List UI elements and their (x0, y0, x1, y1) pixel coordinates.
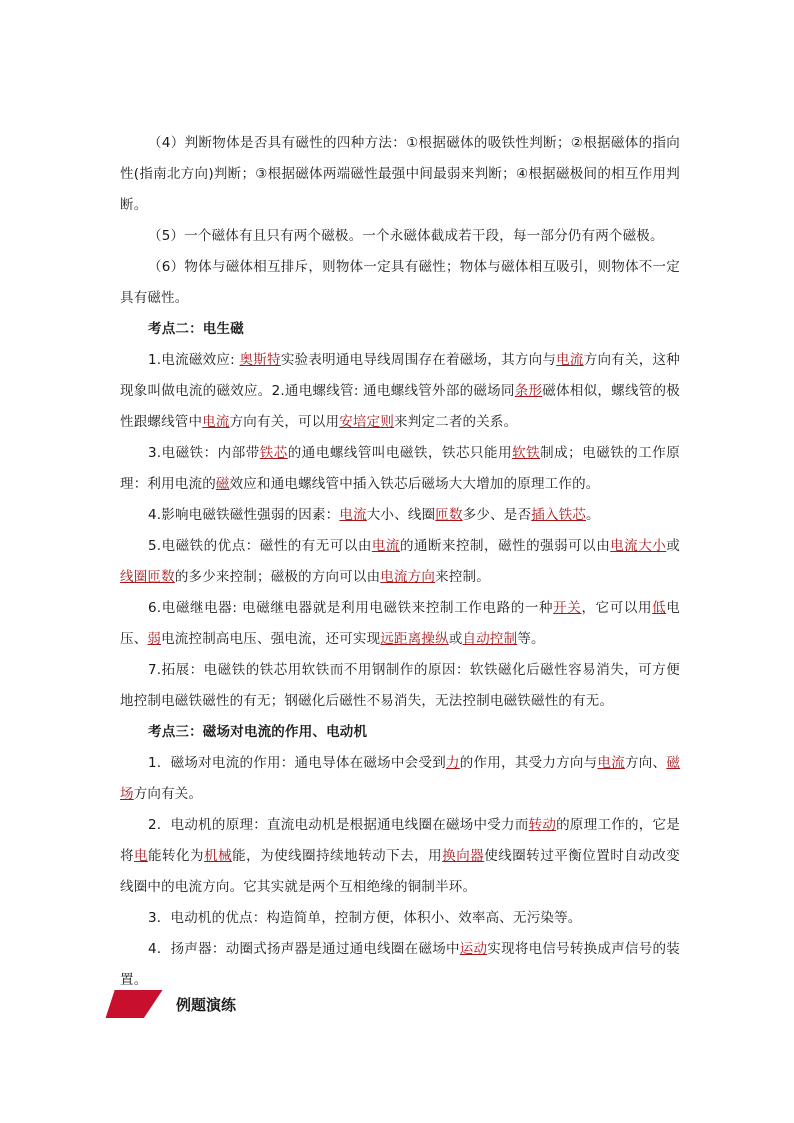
text-run: 方向、 (625, 755, 667, 771)
text-run: 的作用，其受力方向与 (459, 755, 598, 771)
paragraph (120, 810, 680, 903)
text-run: 4.影响电磁铁磁性强弱的因素： (148, 507, 340, 523)
underlined-keyword: 自动控制 (462, 631, 518, 647)
underlined-keyword: 电流 (339, 507, 367, 523)
underlined-keyword: 铁芯 (259, 445, 288, 461)
paragraph (120, 128, 680, 221)
paragraph (120, 531, 680, 593)
section-title: 例题演练 (176, 995, 237, 1014)
underlined-keyword: 磁场 (120, 755, 681, 802)
underlined-keyword: 电流 (371, 538, 400, 554)
underlined-keyword: 转动 (528, 817, 557, 833)
text-run: 电流控制高电压、强电流，还可实现 (161, 631, 381, 647)
underlined-keyword: 电 (134, 848, 149, 864)
underlined-keyword: 奥斯特 (239, 352, 281, 368)
text-run: 3.电磁铁：内部带 (148, 445, 260, 461)
paragraph (120, 500, 680, 531)
text-run: 1．磁场对电流的作用：通电导体在磁场中会受到 (148, 755, 446, 771)
paragraph (120, 934, 680, 996)
paragraph (120, 903, 680, 934)
underlined-keyword: 弱 (147, 631, 162, 647)
paragraph (120, 655, 680, 717)
text-run: 4．扬声器：动圈式扬声器是通过通电线圈在磁场中 (148, 941, 460, 957)
text-run: 电压、 (120, 600, 680, 647)
underlined-keyword: 电流 (202, 414, 230, 430)
text-run: 能，为使线圈持续地转动下去，用 (232, 848, 443, 864)
text-run: 的原理工作的，它是将 (120, 817, 680, 864)
text-run: 等。 (517, 631, 545, 647)
text-run: 来控制。 (435, 569, 490, 585)
text-run: （6）物体与磁体相互排斥，则物体一定具有磁性；物体与磁体相互吸引，则物体不一定具有磁性。 (120, 259, 680, 306)
paragraph (120, 438, 680, 500)
underlined-keyword: 线圈匝数 (120, 569, 175, 585)
paragraph (120, 593, 680, 655)
text-run: 方向有关，这种现象叫做电流的磁效应。2.通电螺线管: 通电螺线管外部的磁场同 (120, 352, 681, 399)
text-run: 2．电动机的原理：直流电动机是根据通电线圈在磁场中受力而 (148, 817, 529, 833)
underlined-keyword: 远距离操纵 (380, 631, 449, 647)
text-run: 方向有关。 (133, 786, 203, 802)
text-run: 7.拓展：电磁铁的铁芯用软铁而不用钢制作的原因：软铁磁化后磁性容易消失，可方便地控制电磁铁磁性的有无；钢磁化后磁性不易消失，无法控制电磁铁磁性的有无。 (120, 662, 680, 709)
section-banner (104, 990, 236, 1018)
text-run: 或 (448, 631, 463, 647)
underlined-keyword: 电流大小 (610, 538, 667, 554)
paragraph (120, 252, 680, 314)
section-heading (120, 717, 680, 748)
text-run: 或 (666, 538, 681, 554)
text-run: 能转化为 (148, 848, 205, 864)
underlined-keyword: 换向器 (442, 848, 485, 864)
paragraph (120, 345, 680, 438)
text-run: 多少、是否 (462, 507, 532, 523)
text-run: 大小、线圈 (366, 507, 436, 523)
text-run: 实验表明通电导线周围存在着磁场，其方向与 (280, 352, 557, 368)
document-body (120, 128, 680, 996)
text-run: 。 (586, 507, 600, 523)
text-run: （4）判断物体是否具有磁性的四种方法：①根据磁体的吸铁性判断；②根据磁体的指向性(指南北方向)判断；③根据磁体两端磁性最强中间最弱来判断；④根据磁极间的相互作用判断。 (120, 135, 680, 213)
text-run: 1.电流磁效应: (148, 352, 240, 368)
text-run: 考点二：电生磁 (148, 321, 244, 337)
underlined-keyword: 软铁 (512, 445, 541, 461)
underlined-keyword: 安培定则 (339, 414, 395, 430)
text-run: ，它可以用 (581, 600, 653, 616)
paragraph (120, 221, 680, 252)
text-run: 5.电磁铁的优点：磁性的有无可以由 (148, 538, 372, 554)
underlined-keyword: 低 (652, 600, 667, 616)
underlined-keyword: 运动 (459, 941, 488, 957)
underlined-keyword: 条形 (514, 383, 543, 399)
text-run: 效应和通电螺线管中插入铁芯后磁场大大增加的原理工作的。 (229, 476, 600, 492)
text-run: 制成；电磁铁的工作原理：利用电流的 (120, 445, 681, 492)
underlined-keyword: 电流方向 (380, 569, 436, 585)
section-heading (120, 314, 680, 345)
underlined-keyword: 机械 (204, 848, 233, 864)
text-run: 来判定二者的关系。 (394, 414, 518, 430)
text-run: 3．电动机的优点：构造简单，控制方便，体积小、效率高、无污染等。 (148, 910, 582, 926)
text-run: （5）一个磁体有且只有两个磁极。一个永磁体截成若干段，每一部分仍有两个磁极。 (148, 228, 664, 244)
text-run: 磁体相似，螺线管的极性跟螺线管中 (120, 383, 680, 430)
text-run: 的多少来控制；磁极的方向可以由 (174, 569, 381, 585)
underlined-keyword: 插入铁芯 (531, 507, 587, 523)
underlined-keyword: 电流 (556, 352, 584, 368)
text-run: 实现将电信号转换成声信号的装置。 (120, 941, 680, 988)
underlined-keyword: 磁 (215, 476, 230, 492)
paragraph (120, 748, 680, 810)
underlined-keyword: 力 (445, 755, 460, 771)
text-run: 的通断来控制，磁性的强弱可以由 (399, 538, 611, 554)
text-run: 的通电螺线管叫电磁铁，铁芯只能用 (287, 445, 513, 461)
underlined-keyword: 电流 (597, 755, 625, 771)
text-run: 使线圈转过平衡位置时自动改变线圈中的电流方向。它其实就是两个互相绝缘的铜制半环。 (120, 848, 681, 895)
underlined-keyword: 匝数 (435, 507, 463, 523)
text-run: 方向有关，可以用 (229, 414, 340, 430)
underlined-keyword: 开关 (553, 600, 582, 616)
text-run: 考点三：磁场对电流的作用、电动机 (148, 724, 368, 740)
text-run: 6.电磁继电器: 电磁继电器就是利用电磁铁来控制工作电路的一种 (148, 600, 554, 616)
banner-parallelogram-icon (105, 990, 162, 1018)
